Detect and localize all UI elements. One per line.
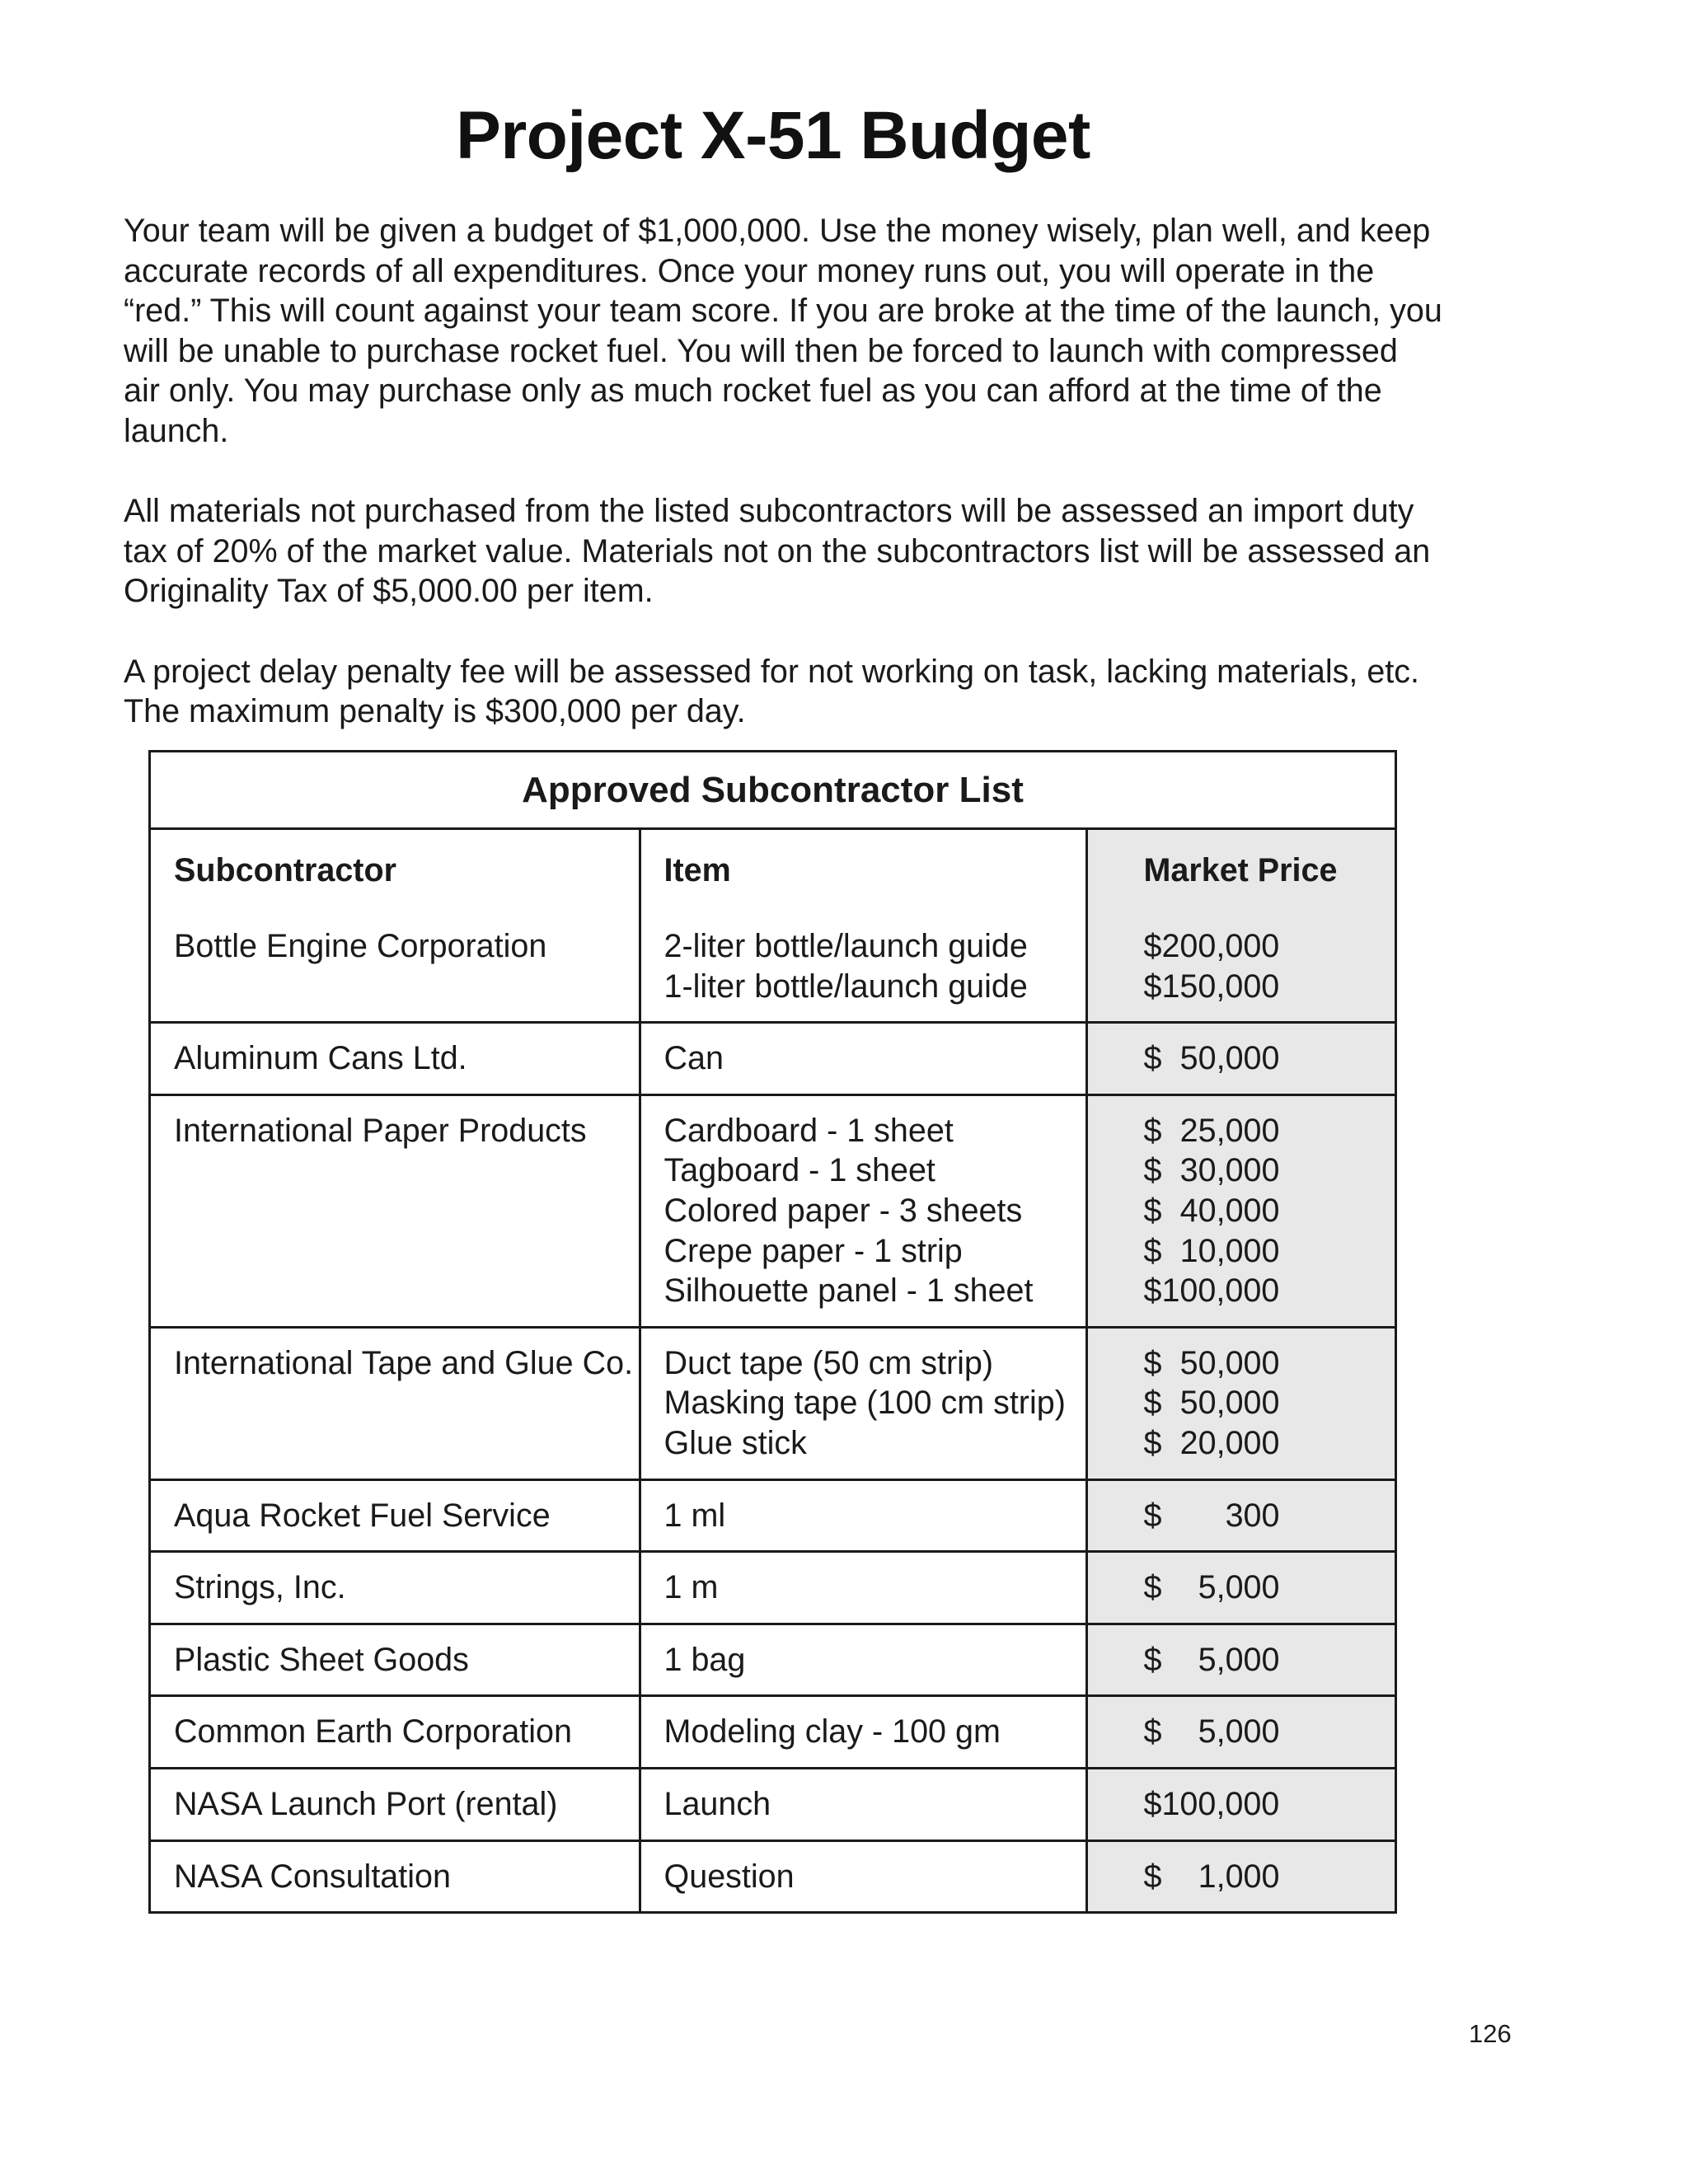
penalty-paragraph: A project delay penalty fee will be assessed for not working on task, lacking materials, etc. The maximum penalty is $300,000 per day. — [124, 653, 1420, 730]
market-price: $ 300 — [1143, 1497, 1280, 1534]
market-price: $150,000 — [1143, 968, 1280, 1005]
subcontractor-cell — [151, 1768, 640, 1840]
item-cell — [640, 1094, 1086, 1327]
table-row — [151, 1840, 1395, 1911]
table-row — [151, 1094, 1395, 1327]
subcontractor-name: Bottle Engine Corporation — [174, 928, 547, 964]
market-price: $ 5,000 — [1143, 1713, 1280, 1750]
market-price: $ 50,000 — [1143, 1040, 1280, 1077]
table-row — [151, 1768, 1395, 1840]
table-row — [151, 1479, 1395, 1552]
market-price: $ 10,000 — [1143, 1232, 1280, 1269]
page-title: Project X-51 Budget — [456, 98, 1090, 173]
subcontractor-cell — [151, 1624, 640, 1696]
table-row — [151, 1696, 1395, 1769]
subcontractor-name: NASA Launch Port (rental) — [174, 1785, 558, 1822]
subcontractor-name: Common Earth Corporation — [174, 1713, 572, 1750]
price-cell — [1086, 1696, 1395, 1769]
market-price: $ 50,000 — [1143, 1344, 1280, 1381]
item-cell — [640, 1768, 1086, 1840]
item-name: 1-liter bottle/launch guide — [663, 968, 1028, 1005]
column-header-item: Item — [640, 829, 1086, 912]
subcontractor-name: NASA Consultation — [174, 1858, 451, 1895]
market-price: $ 50,000 — [1143, 1385, 1280, 1422]
item-name: Duct tape (50 cm strip) — [663, 1344, 994, 1381]
price-cell — [1086, 912, 1395, 1023]
item-name: Masking tape (100 cm strip) — [663, 1385, 1066, 1422]
price-cell — [1086, 1327, 1395, 1479]
subcontractor-name: International Tape and Glue Co. — [174, 1344, 634, 1381]
intro-text — [124, 211, 1442, 771]
item-cell — [640, 912, 1086, 1023]
subcontractor-table — [148, 750, 1397, 1914]
price-cell — [1086, 1023, 1395, 1095]
item-name: Silhouette panel - 1 sheet — [663, 1272, 1034, 1310]
subcontractor-name: Aqua Rocket Fuel Service — [174, 1497, 551, 1534]
market-price: $ 5,000 — [1143, 1569, 1280, 1606]
item-cell — [640, 1479, 1086, 1552]
item-name: Modeling clay - 100 gm — [663, 1713, 1001, 1750]
item-name: Colored paper - 3 sheets — [663, 1192, 1023, 1229]
item-name: Question — [663, 1858, 795, 1895]
price-cell — [1086, 1624, 1395, 1696]
table-row — [151, 1327, 1395, 1479]
price-cell — [1086, 1094, 1395, 1327]
import-tax-paragraph: All materials not purchased from the listed subcontractors will be assessed an import duty tax of 20% of the market value. Materials not on the subcontractors list will be assessed an Originality Tax of $5,000.00 per item. — [124, 493, 1431, 610]
price-cell — [1086, 1552, 1395, 1624]
column-header-market-price: Market Price — [1086, 829, 1395, 912]
item-name: Launch — [663, 1785, 771, 1822]
subcontractor-cell — [151, 912, 640, 1023]
budget-paragraph: Your team will be given a budget of $1,000,000. Use the money wisely, plan well, and keep accurate records of all expenditures. Once your money runs out, you will operate in the “red.” This will count against your team score. If you are broke at the time of the launch, you will be unable to purchase rocket fuel. You will then be forced to launch with compressed air only. You may purchase only as much rocket fuel as you can afford at the time of the launch. — [124, 213, 1442, 449]
market-price: $ 30,000 — [1143, 1152, 1280, 1189]
price-cell — [1086, 1840, 1395, 1911]
market-price: $200,000 — [1143, 928, 1280, 964]
subcontractor-cell — [151, 1840, 640, 1911]
item-name: 1 m — [663, 1569, 719, 1606]
subcontractor-name: Plastic Sheet Goods — [174, 1641, 469, 1678]
page-number: 126 — [1469, 2019, 1512, 2048]
subcontractor-cell — [151, 1552, 640, 1624]
item-name: Glue stick — [663, 1424, 807, 1461]
price-cell — [1086, 1479, 1395, 1552]
item-name: Tagboard - 1 sheet — [663, 1152, 935, 1189]
subcontractor-cell — [151, 1479, 640, 1552]
item-cell — [640, 1023, 1086, 1095]
table-row — [151, 1624, 1395, 1696]
subcontractor-name: International Paper Products — [174, 1112, 587, 1149]
market-price: $ 20,000 — [1143, 1424, 1280, 1461]
market-price: $ 40,000 — [1143, 1192, 1280, 1229]
market-price: $ 25,000 — [1143, 1112, 1280, 1149]
table-body — [151, 912, 1395, 1911]
item-name: 2-liter bottle/launch guide — [663, 928, 1028, 964]
subcontractor-cell — [151, 1094, 640, 1327]
subcontractor-cell — [151, 1327, 640, 1479]
item-name: Can — [663, 1040, 724, 1077]
item-cell — [640, 1552, 1086, 1624]
market-price: $ 1,000 — [1143, 1858, 1280, 1895]
item-name: Crepe paper - 1 strip — [663, 1232, 963, 1269]
table-row — [151, 912, 1395, 1023]
subcontractor-cell — [151, 1696, 640, 1769]
subcontractor-name: Aluminum Cans Ltd. — [174, 1040, 467, 1077]
item-cell — [640, 1327, 1086, 1479]
table-row — [151, 1552, 1395, 1624]
item-cell — [640, 1624, 1086, 1696]
table-row — [151, 1023, 1395, 1095]
market-price: $100,000 — [1143, 1785, 1280, 1822]
subcontractor-cell — [151, 1023, 640, 1095]
item-name: 1 bag — [663, 1641, 746, 1678]
market-price: $100,000 — [1143, 1272, 1280, 1310]
item-cell — [640, 1840, 1086, 1911]
price-cell — [1086, 1768, 1395, 1840]
item-name: Cardboard - 1 sheet — [663, 1112, 954, 1149]
column-header-subcontractor: Subcontractor — [151, 829, 640, 912]
market-price: $ 5,000 — [1143, 1641, 1280, 1678]
item-cell — [640, 1696, 1086, 1769]
table-caption: Approved Subcontractor List — [151, 752, 1395, 829]
item-name: 1 ml — [663, 1497, 726, 1534]
subcontractor-name: Strings, Inc. — [174, 1569, 346, 1606]
